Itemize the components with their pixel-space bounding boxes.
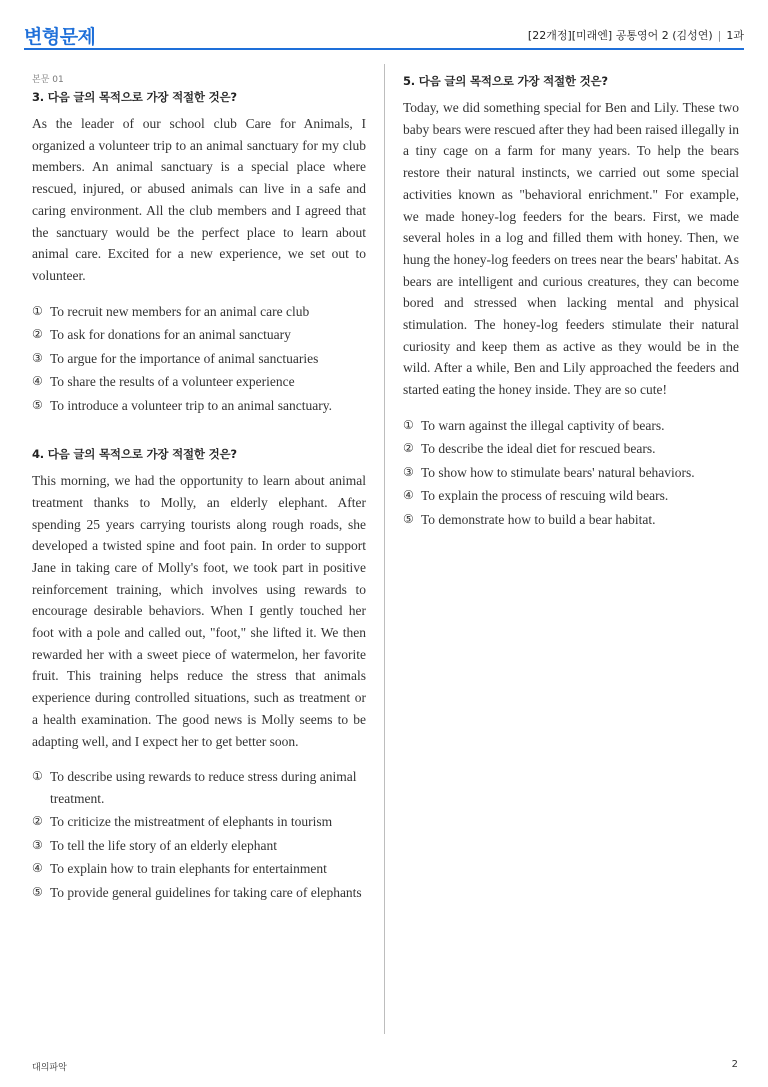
question-4 — [32, 446, 366, 903]
option-item[interactable] — [32, 301, 366, 323]
option-text: To explain the process of rescuing wild bears. — [421, 488, 669, 504]
option-item[interactable] — [32, 835, 366, 857]
question-5 — [403, 73, 739, 530]
question-label: 5. 다음 글의 목적으로 가장 적절한 것은? — [403, 74, 608, 88]
option-item[interactable] — [32, 811, 366, 833]
option-number: ② — [403, 441, 414, 456]
option-item[interactable] — [403, 462, 739, 484]
option-number: ④ — [32, 374, 43, 389]
option-item[interactable] — [32, 371, 366, 393]
option-item[interactable] — [403, 415, 739, 437]
right-column — [403, 64, 739, 532]
header-separator: | — [717, 29, 722, 42]
option-text: To criticize the mistreatment of elephants in tourism — [50, 814, 333, 830]
option-list — [403, 415, 739, 531]
option-text: To introduce a volunteer trip to an animal sanctuary. — [50, 397, 332, 413]
question-label: 4. 다음 글의 목적으로 가장 적절한 것은? — [32, 447, 237, 462]
left-column — [32, 64, 366, 905]
page-number: 2 — [731, 1059, 738, 1070]
option-text: To ask for donations for an animal sanctuary — [50, 327, 291, 343]
option-number: ① — [32, 769, 43, 784]
source-label: [22개정][미래엔] 공통영어 2 (김성연) — [527, 29, 713, 42]
option-item[interactable] — [403, 438, 739, 460]
option-number: ⑤ — [32, 884, 43, 899]
question-passage: As the leader of our school club Care for Animals, I organized a volunteer trip to an animal sanctuary for my club members. An animal sanctuary is a special place where rescued, injured, or abused animals can live in a safe and caring environment. All the club members and I agreed that the sanctuary would be the perfect place to learn about animal care. Excited for a new experience, we set out to volunteer. — [32, 116, 366, 283]
option-item[interactable] — [32, 882, 366, 904]
option-text: To share the results of a volunteer experience — [50, 374, 295, 390]
option-number: ③ — [32, 837, 43, 852]
option-item[interactable] — [32, 324, 366, 346]
option-number: ② — [32, 814, 43, 829]
question-passage: Today, we did something special for Ben and Lily. These two baby bears were rescued after they had been raised illegally in a tiny cage on a farm for many years. To help the bears restore their natural instincts, we carried out some special activities known as "behavioral enrichment." For example, we made honey-log feeders for the bears. First, we made several holes in a log and filled them with honey. Then, we hung the honey-log feeders on trees near the bears' habitat. As bears are intelligent and curious creatures, they can become bored and stressed when lacking mental and physical stimulation. The honey-log feeders stimulate their natural curiosity and keep them as active as they would be in the wild. After a while, Ben and Lily approached the feeders and started eating the honey inside. They are so cute! — [403, 100, 739, 398]
page-header — [24, 18, 744, 48]
option-list — [32, 766, 366, 903]
option-item[interactable] — [403, 509, 739, 531]
header-info — [528, 27, 744, 43]
header-rule — [24, 48, 744, 50]
option-item[interactable] — [403, 485, 739, 507]
option-text: To argue for the importance of animal sanctuaries — [50, 350, 319, 366]
question-passage: This morning, we had the opportunity to learn about animal treatment thanks to Molly, an elderly elephant. After spending 25 years carrying tourists along rough roads, she developed a twisted spine and foot pain. In order to support Jane in taking care of Molly's foot, we took part in positive reinforcement training, which involves using rewards to encourage desirable behaviors. When I gently touched her foot with a pole and called out, "foot," she lifted it. We then rewarded her with a sweet piece of watermelon, her favorite fruit. This training helps reduce the stress that animals experience during controlled situations, such as treatment or a health examination. The good news is Molly seems to be adapting well, and I expect her to get better soon. — [32, 473, 366, 749]
page-title: 변형문제 — [24, 26, 96, 48]
option-text: To show how to stimulate bears' natural behaviors. — [421, 464, 695, 480]
option-text: To recruit new members for an animal care club — [50, 303, 310, 319]
option-number: ③ — [403, 464, 414, 479]
option-text: To describe the ideal diet for rescued bears. — [421, 441, 656, 457]
option-number: ① — [403, 417, 414, 432]
option-number: ⑤ — [403, 511, 414, 526]
option-list — [32, 301, 366, 417]
option-text: To explain how to train elephants for entertainment — [50, 861, 327, 877]
option-number: ⑤ — [32, 397, 43, 412]
option-number: ③ — [32, 350, 43, 365]
option-item[interactable] — [32, 348, 366, 370]
option-text: To provide general guidelines for taking care of elephants — [50, 884, 362, 900]
option-text: To tell the life story of an elderly elephant — [50, 837, 277, 853]
section-tag: 본문 01 — [32, 75, 64, 85]
option-text: To warn against the illegal captivity of bears. — [421, 417, 665, 433]
option-number: ① — [32, 303, 43, 318]
option-item[interactable] — [32, 766, 366, 809]
option-text: To describe using rewards to reduce stress during animal treatment. — [50, 769, 357, 806]
spacer — [32, 418, 366, 442]
option-item[interactable] — [32, 858, 366, 880]
option-number: ② — [32, 327, 43, 342]
footer-publisher: 대의파악 — [32, 1063, 67, 1073]
column-divider — [384, 64, 385, 1034]
option-text: To demonstrate how to build a bear habitat. — [421, 511, 656, 527]
lesson-label: 1과 — [726, 29, 744, 42]
question-label: 3. 다음 글의 목적으로 가장 적절한 것은? — [32, 90, 237, 104]
question-3 — [32, 89, 366, 416]
option-item[interactable] — [32, 395, 366, 417]
option-number: ④ — [32, 861, 43, 876]
option-number: ④ — [403, 488, 414, 503]
